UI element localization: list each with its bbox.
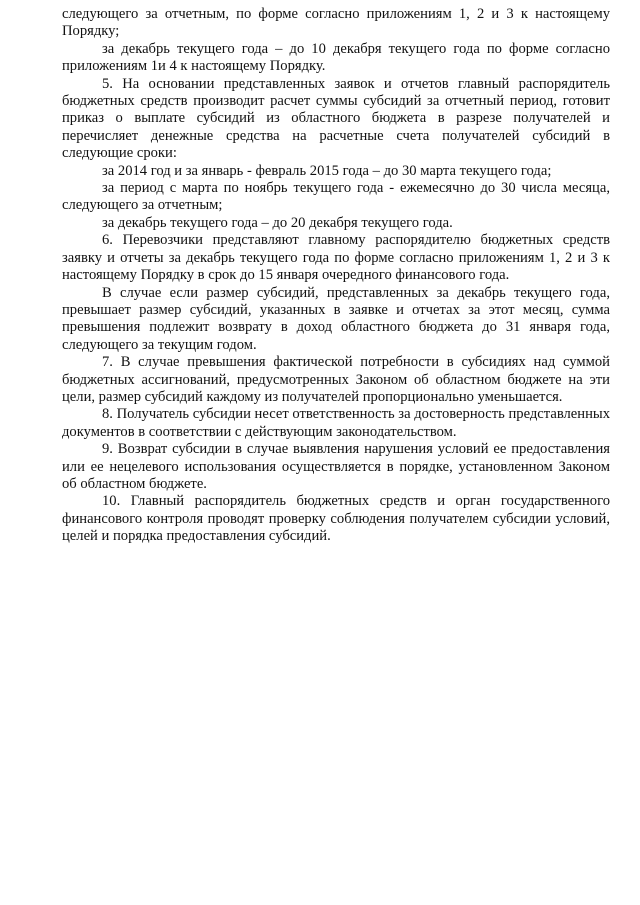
paragraph-item-6: 6. Перевозчики представляют главному распорядителю бюджетных средств заявку и отчеты за декабрь текущего года по форме согласно приложениям 1, 2 и 3 к настоящему Порядку в срок до 15 января очередного финансового года. [62, 232, 610, 284]
paragraph-december-deadline: за декабрь текущего года – до 10 декабря текущего года по форме согласно приложениям 1и 4 к настоящему Порядку. [62, 40, 610, 75]
paragraph-continuation: следующего за отчетным, по форме согласно приложениям 1, 2 и 3 к настоящему Порядку; [62, 6, 610, 40]
paragraph-item-7: 7. В случае превышения фактической потребности в субсидиях над суммой бюджетных ассигнований, предусмотренных Законом об областном бюджете на эти цели, размер субсидий каждому из получателей пропорционально уменьшается. [62, 354, 610, 405]
paragraph-item-9: 9. Возврат субсидии в случае выявления нарушения условий ее предоставления или ее нецелевого использования осуществляется в порядке, установленном Законом об областном бюджете. [62, 441, 610, 492]
paragraph-deadline-2014: за 2014 год и за январь - февраль 2015 года – до 30 марта текущего года; [102, 162, 552, 179]
paragraph-item-10: 10. Главный распорядитель бюджетных средств и орган государственного финансового контроля проводят проверку соблюдения получателем субсидии условий, целей и порядка предоставления субсидий. [62, 493, 610, 545]
paragraph-deadline-march-november: за период с марта по ноябрь текущего года - ежемесячно до 30 числа месяца, следующего за отчетным; [62, 180, 610, 214]
paragraph-item-5: 5. На основании представленных заявок и отчетов главный распорядитель бюджетных средств производит расчет суммы субсидий за отчетный период, готовит приказ о выплате субсидий из областного бюджета в разрезе получателей и перечисляет денежные средства на расчетные счета получателей субсидий в следующие сроки: [62, 75, 610, 162]
document-page [62, 6, 610, 546]
paragraph-deadline-december: за декабрь текущего года – до 20 декабря текущего года. [102, 214, 453, 231]
paragraph-item-8: 8. Получатель субсидии несет ответственность за достоверность представленных документов в соответствии с действующим законодательством. [62, 406, 610, 440]
paragraph-excess-return: В случае если размер субсидий, представленных за декабрь текущего года, превышает размер субсидий, указанных в заявке и отчетах за этот месяц, сумма превышения подлежит возврату в доход областного бюджета до 31 января года, следующего за текущим годом. [62, 284, 610, 353]
